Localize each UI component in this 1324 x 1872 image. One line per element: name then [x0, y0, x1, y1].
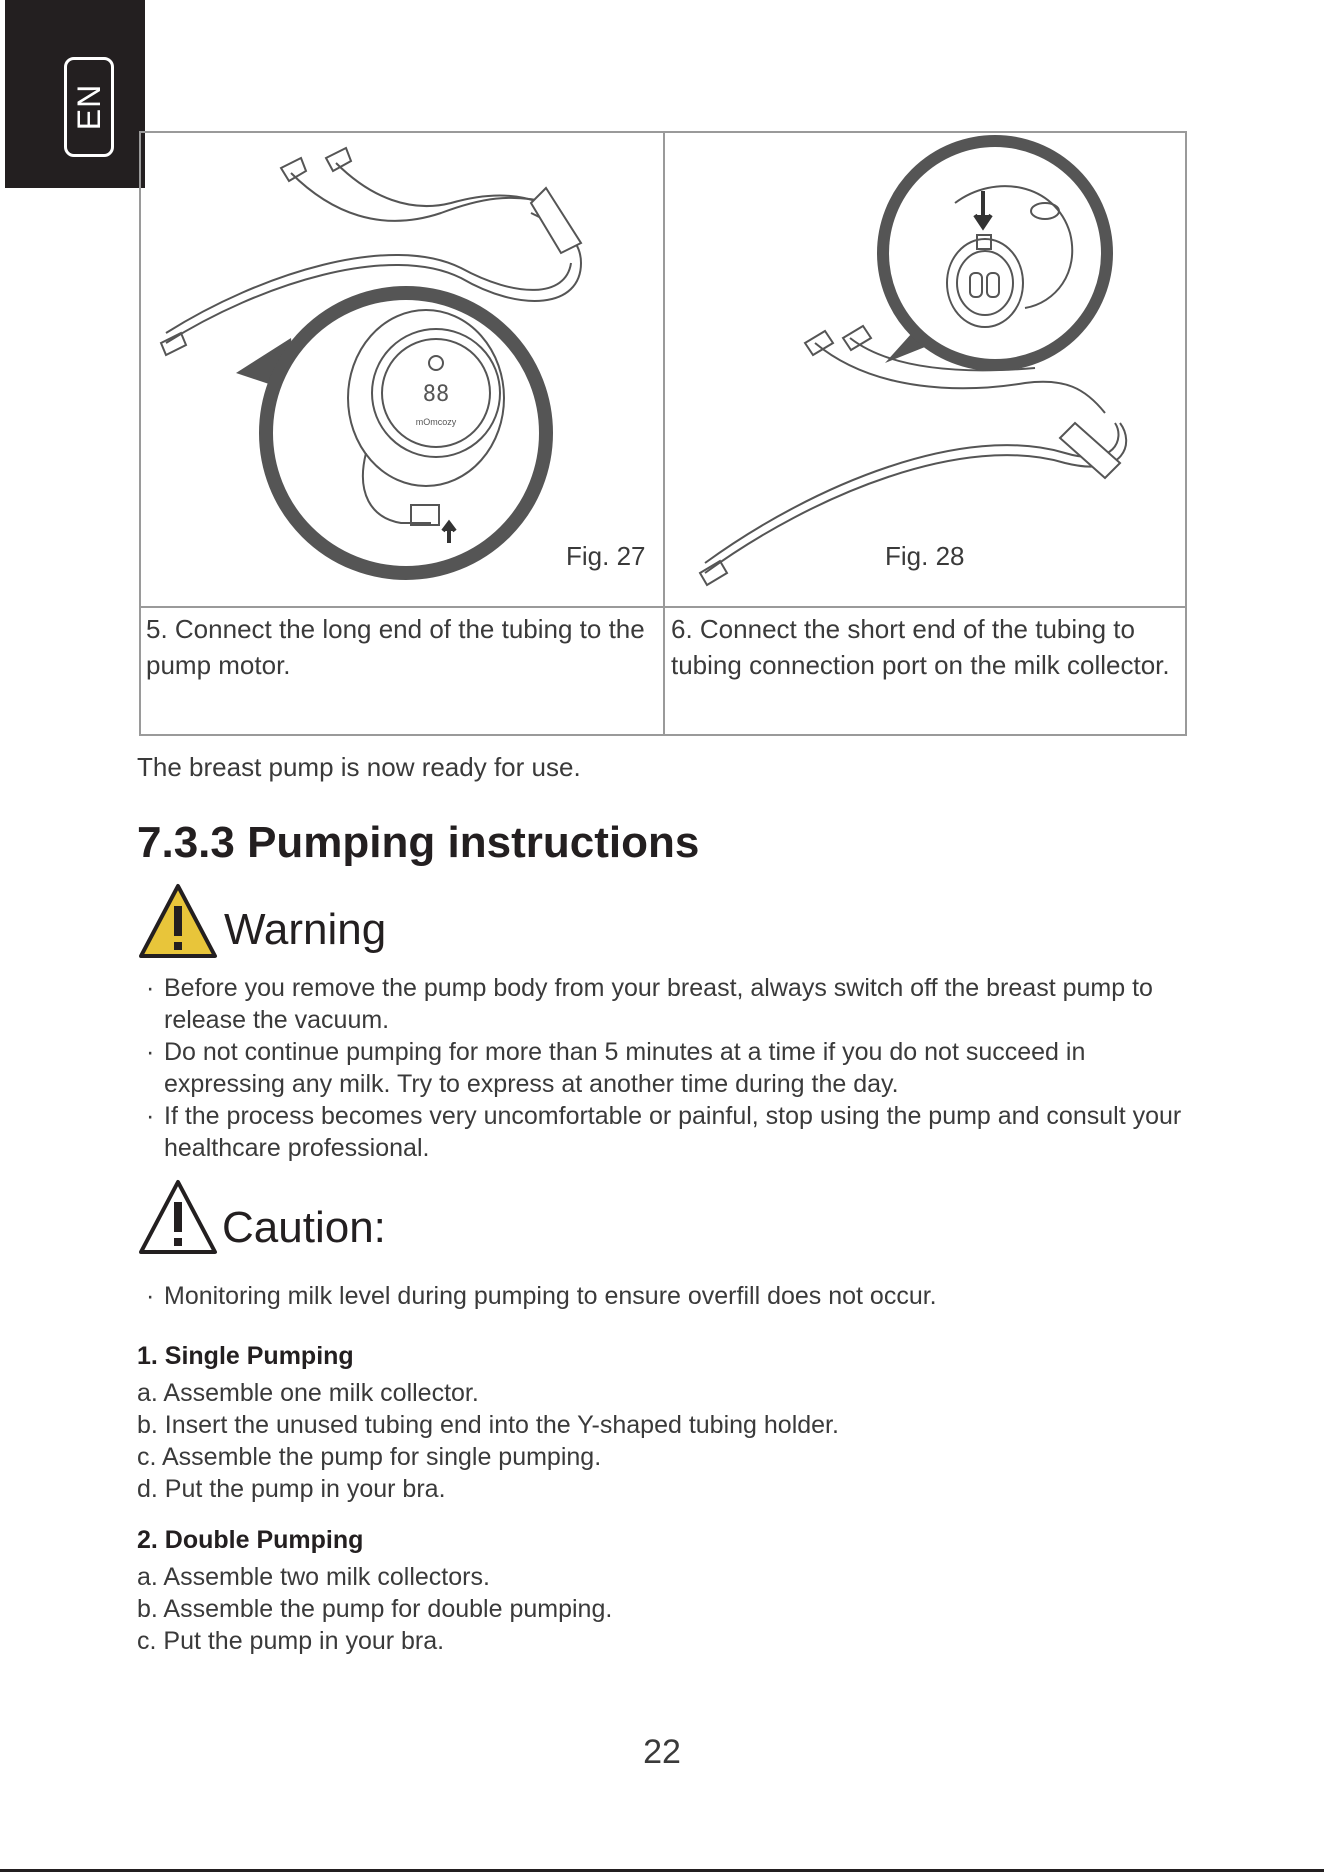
caution-icon: [137, 1178, 219, 1256]
svg-text:mOmcozy: mOmcozy: [415, 417, 457, 427]
list-item: · Monitoring milk level during pumping to ensure overfill does not occur.: [146, 1282, 937, 1310]
list-item: c. Put the pump in your bra.: [137, 1627, 445, 1655]
figure-28-label: Fig. 28: [885, 541, 965, 571]
list-item: · Do not continue pumping for more than 5 minutes at a time if you do not succeed in expressing any milk. Try to express at another time during the day.: [146, 1038, 1086, 1098]
single-pumping-steps: [137, 1377, 839, 1505]
table-divider-horizontal: [141, 606, 1185, 608]
list-item: · Before you remove the pump body from your breast, always switch off the breast pump to release the vacuum.: [146, 974, 1153, 1034]
list-item: a. Assemble two milk collectors.: [137, 1563, 490, 1591]
list-item: · If the process becomes very uncomfortable or painful, stop using the pump and consult your healthcare professional.: [146, 1102, 1182, 1162]
caution-title: Caution:: [222, 1203, 386, 1252]
figure-table: [139, 131, 1187, 736]
warning-list: [144, 972, 1184, 1164]
list-item: d. Put the pump in your bra.: [137, 1475, 446, 1503]
double-pumping-heading: 2. Double Pumping: [137, 1526, 364, 1554]
figure-28-cell: [665, 133, 1187, 606]
language-badge: EN: [64, 57, 114, 157]
list-item: a. Assemble one milk collector.: [137, 1379, 479, 1407]
pump-motor-illustration: [141, 133, 663, 606]
warning-icon: [137, 882, 219, 960]
list-item: c. Assemble the pump for single pumping.: [137, 1443, 602, 1471]
single-pumping-heading: 1. Single Pumping: [137, 1342, 354, 1370]
page-number: 22: [643, 1733, 681, 1771]
step-6-caption: 6. Connect the short end of the tubing to tubing connection port on the milk collector.: [671, 614, 1170, 680]
svg-text:88: 88: [422, 382, 450, 407]
double-pumping-steps: [137, 1561, 612, 1657]
milk-collector-illustration: [665, 133, 1187, 606]
figure-27-cell: [141, 133, 663, 606]
section-title: 7.3.3 Pumping instructions: [137, 818, 700, 867]
figure-27-label: Fig. 27: [566, 541, 646, 571]
step-5-caption: 5. Connect the long end of the tubing to the pump motor.: [146, 614, 645, 680]
language-tab: [5, 0, 145, 188]
ready-text: The breast pump is now ready for use.: [137, 752, 581, 782]
list-item: b. Insert the unused tubing end into the Y-shaped tubing holder.: [137, 1411, 839, 1439]
warning-title: Warning: [224, 905, 387, 954]
caution-list: [144, 1280, 1184, 1312]
list-item: b. Assemble the pump for double pumping.: [137, 1595, 613, 1623]
